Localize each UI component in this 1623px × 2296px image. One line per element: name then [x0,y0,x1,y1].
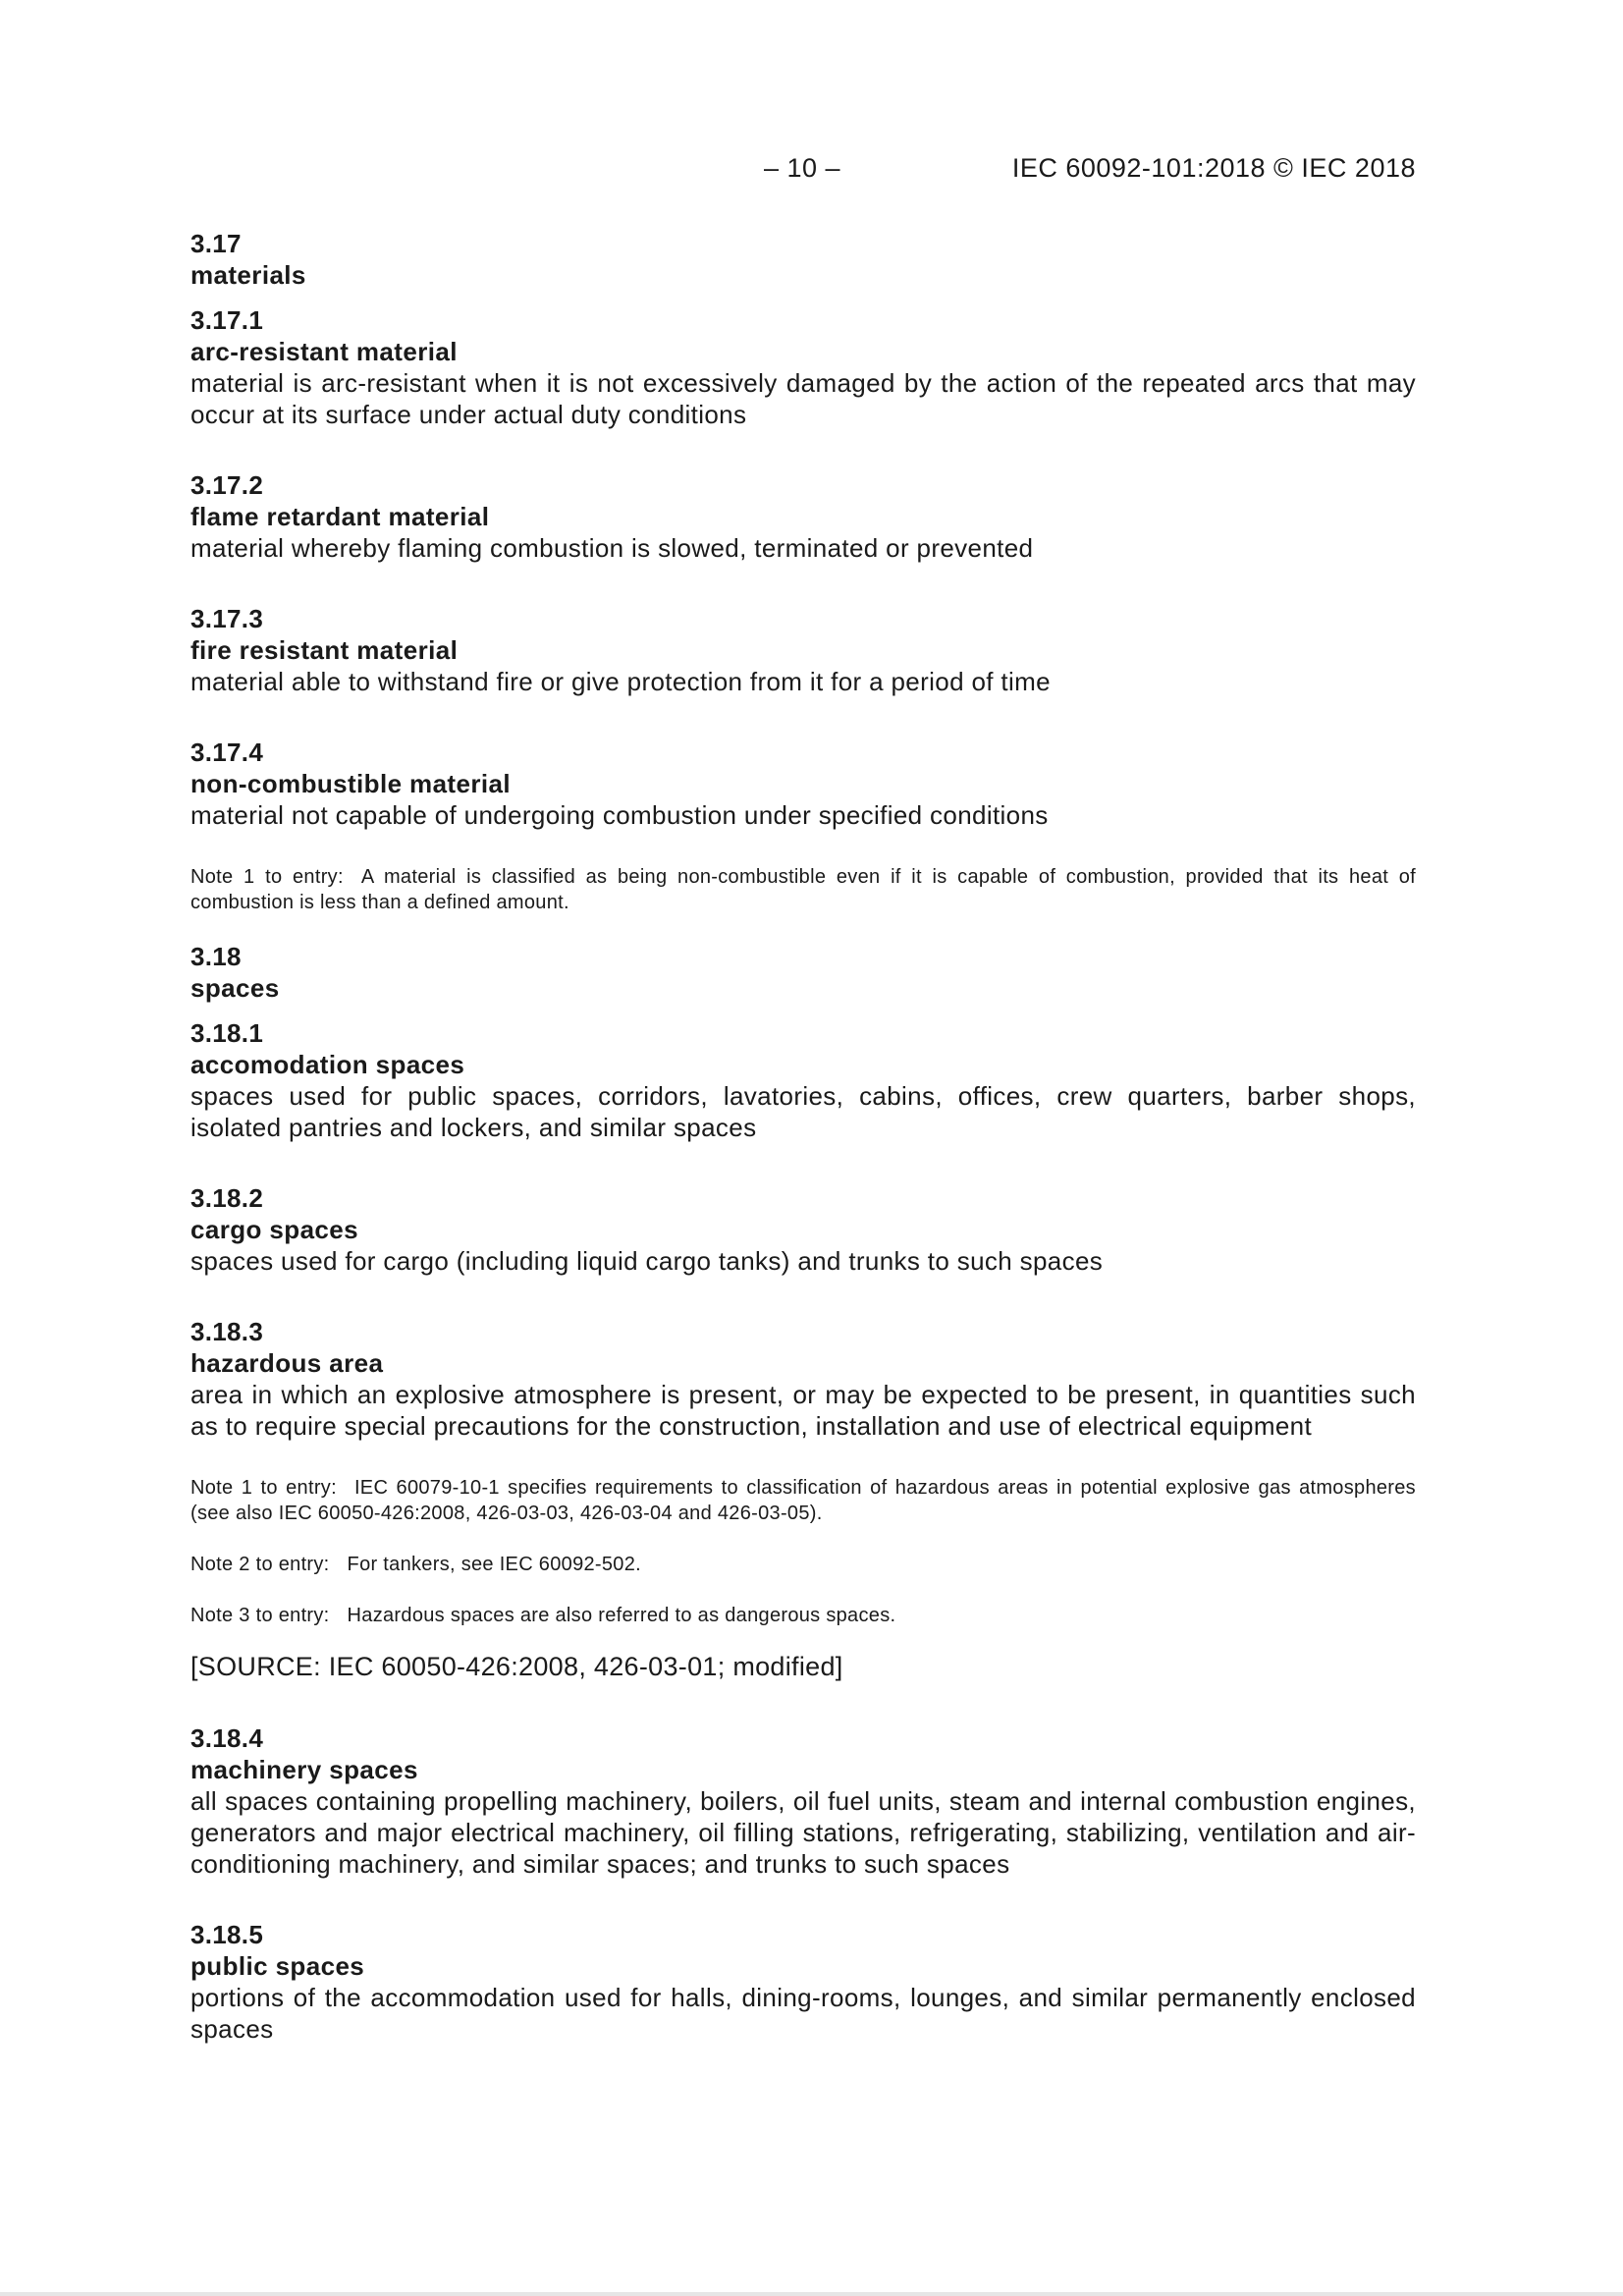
entry-3-17-1 [190,304,1416,430]
note-label: Note 3 to entry: [190,1605,330,1626]
entry-definition: portions of the accommodation used for halls, dining-rooms, lounges, and similar permanently enclosed spaces [190,1983,1416,2044]
entry-term: fire resistant material [190,635,459,665]
entry-term: accomodation spaces [190,1050,465,1079]
entry-term: cargo spaces [190,1215,359,1244]
entry-definition: spaces used for cargo (including liquid cargo tanks) and trunks to such spaces [190,1246,1104,1276]
entry-note [190,1603,1416,1628]
entry-term: public spaces [190,1951,365,1981]
note-text: For tankers, see IEC 60092-502. [347,1554,642,1575]
entry-number: 3.18.1 [190,1018,264,1048]
entry-number: 3.18.5 [190,1920,264,1949]
section-number: 3.17 [190,229,242,258]
entry-3-18-1 [190,1017,1416,1143]
page-number: – 10 – [764,153,841,183]
note-label: Note 2 to entry: [190,1554,330,1575]
section-title: spaces [190,973,280,1003]
entry-term: hazardous area [190,1348,384,1378]
standard-reference: IEC 60092-101:2018 © IEC 2018 [1011,153,1416,183]
entry-number: 3.17.4 [190,738,264,767]
entry-definition: material whereby flaming combustion is slowed, terminated or prevented [190,533,1034,563]
source-reference: [SOURCE: IEC 60050-426:2008, 426-03-01; modified] [190,1652,843,1681]
entry-term: non-combustible material [190,769,511,798]
page-header [190,153,1416,189]
entry-3-18-4 [190,1722,1416,1880]
entry-note [190,864,1416,915]
entry-number: 3.17.2 [190,470,264,500]
entry-definition: material able to withstand fire or give protection from it for a period of time [190,667,1051,696]
note-text: IEC 60079-10-1 specifies requirements to classification of hazardous areas in potential explosive gas atmospheres (see also IEC 60050-426:2008, 426-03-03, 426-03-04 and 426-03-05). [190,1477,1416,1524]
entry-definition: area in which an explosive atmosphere is present, or may be expected to be present, in quantities such as to require special precautions for the construction, installation and use of electrical equipment [190,1380,1416,1441]
entry-3-18-2 [190,1182,1416,1277]
note-label: Note 1 to entry: [190,1477,337,1499]
section-3-18 [190,941,1416,1004]
entry-definition: material not capable of undergoing combustion under specified conditions [190,800,1049,830]
section-3-17 [190,228,1416,291]
section-number: 3.18 [190,942,242,971]
entry-number: 3.18.4 [190,1723,264,1753]
document-body [190,228,1416,2045]
entry-number: 3.17.1 [190,305,264,335]
entry-definition: material is arc-resistant when it is not excessively damaged by the action of the repeated arcs that may occur at its surface under actual duty conditions [190,368,1416,429]
note-text: Hazardous spaces are also referred to as dangerous spaces. [347,1605,896,1626]
note-label: Note 1 to entry: [190,866,344,888]
entry-3-17-4 [190,737,1416,915]
entry-term: arc-resistant material [190,337,458,366]
note-text: A material is classified as being non-combustible even if it is capable of combustion, provided that its heat of combustion is less than a defined amount. [190,866,1416,913]
entry-note [190,1475,1416,1526]
entry-number: 3.18.2 [190,1183,264,1213]
entry-term: machinery spaces [190,1755,418,1784]
entry-definition: spaces used for public spaces, corridors, lavatories, cabins, offices, crew quarters, barber shops, isolated pantries and lockers, and similar spaces [190,1081,1416,1142]
entry-number: 3.17.3 [190,604,264,633]
entry-number: 3.18.3 [190,1317,264,1346]
entry-3-17-3 [190,603,1416,697]
entry-definition: all spaces containing propelling machinery, boilers, oil fuel units, steam and internal combustion engines, generators and major electrical machinery, oil filling stations, refrigerating, stabilizing, ventilation and air-conditioning machinery, and similar spaces; and trunks to such spaces [190,1786,1416,1879]
entry-note [190,1552,1416,1577]
page-bottom-edge [0,2292,1623,2296]
entry-3-18-3 [190,1316,1416,1683]
entry-3-17-2 [190,469,1416,564]
section-title: materials [190,260,306,290]
entry-3-18-5 [190,1919,1416,2045]
entry-term: flame retardant material [190,502,490,531]
